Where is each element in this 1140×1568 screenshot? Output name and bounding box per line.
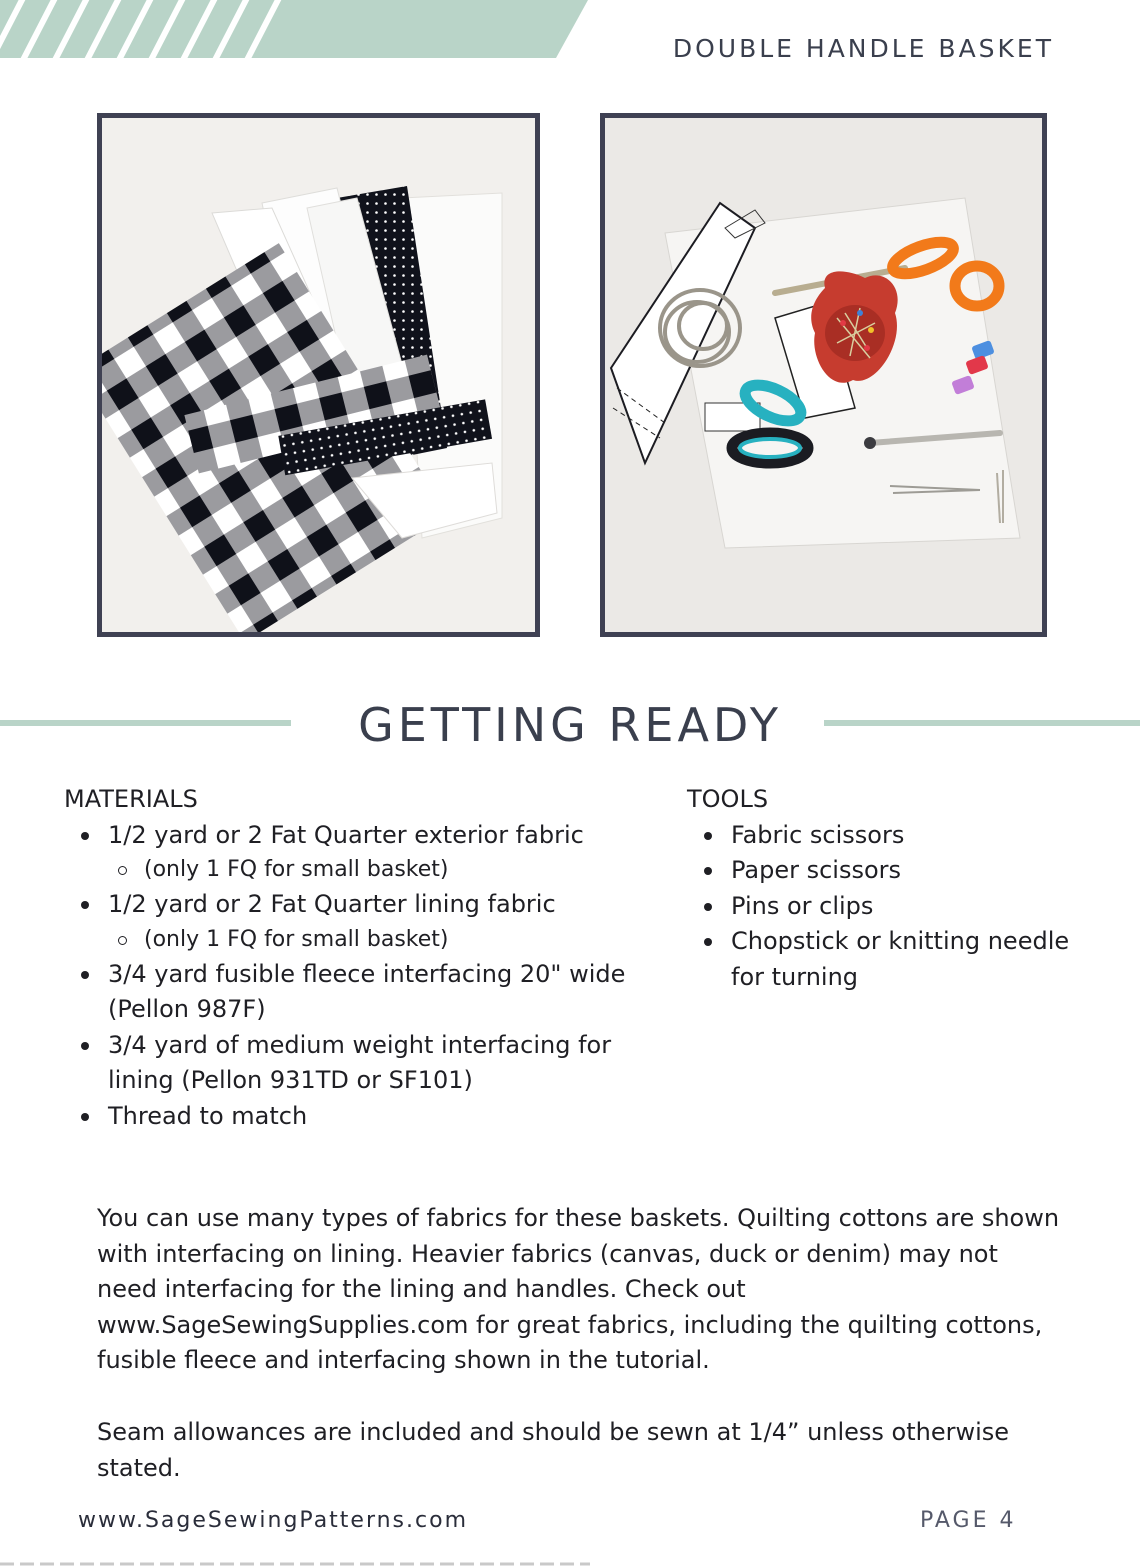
fabric-stack-image	[97, 113, 540, 637]
tool-item: Fabric scissors	[687, 818, 1087, 854]
material-item: 1/2 yard or 2 Fat Quarter exterior fabric	[108, 820, 584, 849]
tool-item: Paper scissors	[687, 853, 1087, 889]
material-subitem: (only 1 FQ for small basket)	[108, 853, 644, 887]
material-item: 3/4 yard of medium weight interfacing for lining (Pellon 931TD or SF101)	[108, 1030, 612, 1094]
list-item	[64, 957, 644, 1028]
materials-heading: MATERIALS	[64, 785, 198, 813]
materials-list	[64, 782, 644, 1134]
intro-paragraph: You can use many types of fabrics for these baskets. Quilting cottons are shown with interfacing on lining. Heavier fabrics (canvas, duck or denim) may not need interfacing for the lining and handles. Check out www.SageSewingSupplies.com for great fabrics, including the quilting cottons, fusible fleece and interfacing shown in the tutorial.	[97, 1204, 1060, 1375]
list-item	[64, 818, 644, 888]
seam-allowance-paragraph: Seam allowances are included and should be sewn at 1/4” unless otherwise stated.	[97, 1418, 1010, 1482]
material-item: 1/2 yard or 2 Fat Quarter lining fabric	[108, 890, 556, 918]
list-item	[64, 887, 644, 957]
tool-item: Chopstick or knitting needle for turning	[687, 924, 1087, 995]
document-title: DOUBLE HANDLE BASKET	[672, 34, 1054, 63]
tools-list	[687, 782, 1087, 995]
list-item	[64, 1028, 644, 1099]
material-item: Thread to match	[108, 1101, 308, 1130]
section-heading: GETTING READY	[358, 698, 782, 752]
header-stripe-band	[0, 0, 600, 60]
sewing-tools-image	[600, 113, 1047, 637]
tools-heading: TOOLS	[687, 785, 769, 813]
footer-website: www.SageSewingPatterns.com	[78, 1508, 469, 1533]
footer-dash-line	[0, 1560, 600, 1568]
list-item	[64, 1099, 644, 1135]
material-item: 3/4 yard fusible fleece interfacing 20" wide (Pellon 987F)	[108, 959, 626, 1023]
tool-item: Pins or clips	[687, 889, 1087, 925]
page-number: PAGE 4	[920, 1508, 1017, 1533]
material-subitem: (only 1 FQ for small basket)	[108, 923, 644, 957]
